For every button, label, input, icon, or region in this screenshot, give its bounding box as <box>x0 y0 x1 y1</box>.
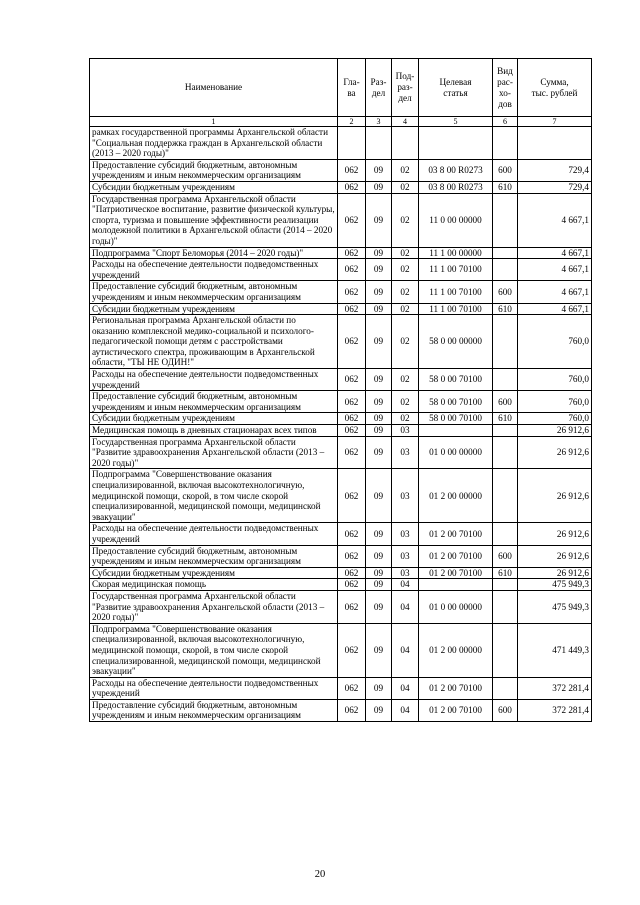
row-vid: 610 <box>493 567 518 579</box>
row-target: 01 2 00 00000 <box>419 469 493 523</box>
row-vid <box>493 315 518 369</box>
row-target <box>419 127 493 160</box>
column-number: 1 <box>90 117 338 127</box>
row-glava: 062 <box>338 281 366 303</box>
row-razdel: 09 <box>366 193 392 247</box>
row-sum: 729,4 <box>518 181 592 193</box>
column-number: 6 <box>493 117 518 127</box>
row-target: 11 1 00 70100 <box>419 303 493 315</box>
row-razdel: 09 <box>366 281 392 303</box>
row-sum: 26 912,6 <box>518 567 592 579</box>
row-glava: 062 <box>338 315 366 369</box>
row-podrazdel: 02 <box>392 193 419 247</box>
table-row <box>90 590 592 623</box>
row-vid: 610 <box>493 413 518 425</box>
table-row <box>90 425 592 437</box>
row-razdel: 09 <box>366 369 392 391</box>
row-sum: 26 912,6 <box>518 545 592 567</box>
row-podrazdel: 02 <box>392 159 419 181</box>
table-row <box>90 677 592 699</box>
row-razdel: 09 <box>366 315 392 369</box>
row-target: 03 8 00 R0273 <box>419 159 493 181</box>
row-podrazdel: 02 <box>392 391 419 413</box>
row-target: 01 2 00 70100 <box>419 699 493 721</box>
row-target: 01 0 00 00000 <box>419 590 493 623</box>
table-row <box>90 413 592 425</box>
row-razdel: 09 <box>366 259 392 281</box>
row-target: 01 2 00 70100 <box>419 545 493 567</box>
table-row <box>90 193 592 247</box>
row-vid <box>493 579 518 591</box>
row-sum: 729,4 <box>518 159 592 181</box>
row-name: Предоставление субсидий бюджетным, автономным учреждениям и иным некоммерческим организациям <box>90 281 338 303</box>
row-sum: 760,0 <box>518 315 592 369</box>
row-podrazdel: 04 <box>392 579 419 591</box>
row-name: Региональная программа Архангельской области по оказанию комплексной медико-социальной и психолого-педагогической помощи детям с расстройствами аутистического спектра, проживающим в Архангельской области, "ТЫ НЕ ОДИН!" <box>90 315 338 369</box>
row-glava: 062 <box>338 391 366 413</box>
table-row <box>90 391 592 413</box>
row-razdel: 09 <box>366 469 392 523</box>
row-podrazdel: 03 <box>392 523 419 545</box>
row-glava: 062 <box>338 579 366 591</box>
row-vid: 610 <box>493 181 518 193</box>
row-name: Субсидии бюджетным учреждениям <box>90 303 338 315</box>
table-row <box>90 247 592 259</box>
row-glava: 062 <box>338 259 366 281</box>
header-target: Целевая статья <box>419 59 493 117</box>
row-glava: 062 <box>338 159 366 181</box>
page-number: 20 <box>314 869 326 880</box>
row-podrazdel: 02 <box>392 247 419 259</box>
header-name: Наименование <box>90 59 338 117</box>
row-glava: 062 <box>338 247 366 259</box>
row-vid <box>493 590 518 623</box>
row-razdel: 09 <box>366 181 392 193</box>
row-podrazdel: 02 <box>392 369 419 391</box>
table-row <box>90 159 592 181</box>
row-razdel: 09 <box>366 579 392 591</box>
row-podrazdel: 04 <box>392 623 419 677</box>
row-glava: 062 <box>338 699 366 721</box>
row-glava: 062 <box>338 469 366 523</box>
row-name: Медицинская помощь в дневных стационарах всех типов <box>90 425 338 437</box>
row-glava: 062 <box>338 623 366 677</box>
row-vid <box>493 523 518 545</box>
table-row <box>90 436 592 469</box>
row-glava <box>338 127 366 160</box>
row-glava: 062 <box>338 590 366 623</box>
row-glava: 062 <box>338 413 366 425</box>
row-glava: 062 <box>338 425 366 437</box>
row-sum: 26 912,6 <box>518 436 592 469</box>
row-sum: 475 949,3 <box>518 590 592 623</box>
row-razdel: 09 <box>366 523 392 545</box>
row-sum: 471 449,3 <box>518 623 592 677</box>
row-target: 11 1 00 70100 <box>419 281 493 303</box>
row-vid <box>493 259 518 281</box>
table-row <box>90 545 592 567</box>
row-sum: 760,0 <box>518 369 592 391</box>
row-sum: 4 667,1 <box>518 259 592 281</box>
budget-table <box>89 58 592 722</box>
row-razdel: 09 <box>366 425 392 437</box>
row-razdel: 09 <box>366 247 392 259</box>
table-row <box>90 469 592 523</box>
row-razdel: 09 <box>366 303 392 315</box>
row-razdel: 09 <box>366 590 392 623</box>
row-podrazdel: 02 <box>392 315 419 369</box>
row-podrazdel: 03 <box>392 469 419 523</box>
row-target: 01 2 00 70100 <box>419 567 493 579</box>
row-razdel <box>366 127 392 160</box>
row-razdel: 09 <box>366 699 392 721</box>
column-number: 2 <box>338 117 366 127</box>
row-podrazdel: 02 <box>392 281 419 303</box>
row-glava: 062 <box>338 567 366 579</box>
row-name: Предоставление субсидий бюджетным, автономным учреждениям и иным некоммерческим организациям <box>90 699 338 721</box>
row-glava: 062 <box>338 181 366 193</box>
row-vid: 600 <box>493 391 518 413</box>
row-name: Предоставление субсидий бюджетным, автономным учреждениям и иным некоммерческим организациям <box>90 545 338 567</box>
column-numbers-row <box>90 117 592 127</box>
row-target <box>419 425 493 437</box>
row-glava: 062 <box>338 369 366 391</box>
row-sum: 4 667,1 <box>518 303 592 315</box>
row-podrazdel: 02 <box>392 303 419 315</box>
row-name: Субсидии бюджетным учреждениям <box>90 181 338 193</box>
row-target: 11 0 00 00000 <box>419 193 493 247</box>
row-razdel: 09 <box>366 159 392 181</box>
row-razdel: 09 <box>366 436 392 469</box>
row-vid <box>493 469 518 523</box>
row-name: Предоставление субсидий бюджетным, автономным учреждениям и иным некоммерческим организациям <box>90 159 338 181</box>
row-podrazdel: 04 <box>392 677 419 699</box>
row-podrazdel: 02 <box>392 413 419 425</box>
row-sum: 4 667,1 <box>518 281 592 303</box>
row-sum: 760,0 <box>518 391 592 413</box>
row-sum: 4 667,1 <box>518 247 592 259</box>
row-target: 01 0 00 00000 <box>419 436 493 469</box>
table-row <box>90 567 592 579</box>
header-vid: Вид рас- хо- дов <box>493 59 518 117</box>
table-header-row <box>90 59 592 117</box>
row-name: Скорая медицинская помощь <box>90 579 338 591</box>
row-target: 58 0 00 70100 <box>419 391 493 413</box>
row-target: 58 0 00 70100 <box>419 413 493 425</box>
row-vid: 600 <box>493 159 518 181</box>
row-name: Подпрограмма "Спорт Беломорья (2014 – 2020 годы)" <box>90 247 338 259</box>
table-row <box>90 181 592 193</box>
row-name: Расходы на обеспечение деятельности подведомственных учреждений <box>90 369 338 391</box>
row-vid: 600 <box>493 545 518 567</box>
row-glava: 062 <box>338 677 366 699</box>
row-name: Государственная программа Архангельской области "Развитие здравоохранения Архангельской области (2013 – 2020 годы)" <box>90 590 338 623</box>
row-name: Субсидии бюджетным учреждениям <box>90 567 338 579</box>
column-number: 3 <box>366 117 392 127</box>
row-target: 11 1 00 00000 <box>419 247 493 259</box>
row-sum: 26 912,6 <box>518 523 592 545</box>
table-row <box>90 281 592 303</box>
row-name: Государственная программа Архангельской области "Развитие здравоохранения Архангельской области (2013 – 2020 годы)" <box>90 436 338 469</box>
row-sum: 4 667,1 <box>518 193 592 247</box>
row-razdel: 09 <box>366 545 392 567</box>
table-row <box>90 303 592 315</box>
row-target: 58 0 00 70100 <box>419 369 493 391</box>
row-podrazdel: 04 <box>392 590 419 623</box>
table-row <box>90 315 592 369</box>
row-sum: 760,0 <box>518 413 592 425</box>
row-target: 01 2 00 00000 <box>419 623 493 677</box>
row-vid: 600 <box>493 281 518 303</box>
table-row <box>90 523 592 545</box>
row-sum <box>518 127 592 160</box>
row-glava: 062 <box>338 193 366 247</box>
row-podrazdel: 03 <box>392 545 419 567</box>
row-podrazdel <box>392 127 419 160</box>
table-row <box>90 259 592 281</box>
row-razdel: 09 <box>366 567 392 579</box>
row-target: 03 8 00 R0273 <box>419 181 493 193</box>
row-glava: 062 <box>338 436 366 469</box>
row-glava: 062 <box>338 545 366 567</box>
row-razdel: 09 <box>366 677 392 699</box>
column-number: 5 <box>419 117 493 127</box>
row-name: Субсидии бюджетным учреждениям <box>90 413 338 425</box>
row-vid <box>493 127 518 160</box>
row-name: рамках государственной программы Архангельской области "Социальная поддержка граждан в Архангельской области (2013 – 2020 годы)" <box>90 127 338 160</box>
row-target: 01 2 00 70100 <box>419 677 493 699</box>
table-row <box>90 623 592 677</box>
header-glava: Гла- ва <box>338 59 366 117</box>
row-vid <box>493 193 518 247</box>
row-name: Подпрограмма "Совершенствование оказания специализированной, включая высокотехнологичную, медицинской помощи, скорой, в том числе скорой специализированной, медицинской помощи, медицинской эвакуации" <box>90 469 338 523</box>
row-vid <box>493 247 518 259</box>
column-number: 7 <box>518 117 592 127</box>
row-sum: 372 281,4 <box>518 699 592 721</box>
row-target: 01 2 00 70100 <box>419 523 493 545</box>
row-name: Подпрограмма "Совершенствование оказания специализированной, включая высокотехнологичную, медицинской помощи, скорой, в том числе скорой специализированной, медицинской помощи, медицинской эвакуации" <box>90 623 338 677</box>
row-podrazdel: 02 <box>392 259 419 281</box>
row-razdel: 09 <box>366 391 392 413</box>
row-target: 58 0 00 00000 <box>419 315 493 369</box>
header-razdel: Раз- дел <box>366 59 392 117</box>
row-sum: 372 281,4 <box>518 677 592 699</box>
row-podrazdel: 03 <box>392 436 419 469</box>
column-number: 4 <box>392 117 419 127</box>
row-sum: 26 912,6 <box>518 425 592 437</box>
header-sum: Сумма, тыс. рублей <box>518 59 592 117</box>
row-podrazdel: 04 <box>392 699 419 721</box>
row-vid: 610 <box>493 303 518 315</box>
row-name: Расходы на обеспечение деятельности подведомственных учреждений <box>90 259 338 281</box>
row-target <box>419 579 493 591</box>
row-name: Государственная программа Архангельской области "Патриотическое воспитание, развитие физической культуры, спорта, туризма и повышение эффективности реализации молодежной политики в Архангельской области (2014 – 2020 годы)" <box>90 193 338 247</box>
row-vid: 600 <box>493 699 518 721</box>
row-vid <box>493 623 518 677</box>
row-podrazdel: 02 <box>392 181 419 193</box>
table-row <box>90 369 592 391</box>
row-razdel: 09 <box>366 413 392 425</box>
row-vid <box>493 369 518 391</box>
row-razdel: 09 <box>366 623 392 677</box>
row-podrazdel: 03 <box>392 425 419 437</box>
row-glava: 062 <box>338 303 366 315</box>
row-sum: 26 912,6 <box>518 469 592 523</box>
row-sum: 475 949,3 <box>518 579 592 591</box>
row-name: Расходы на обеспечение деятельности подведомственных учреждений <box>90 677 338 699</box>
table-row <box>90 699 592 721</box>
row-podrazdel: 03 <box>392 567 419 579</box>
row-name: Расходы на обеспечение деятельности подведомственных учреждений <box>90 523 338 545</box>
row-vid <box>493 436 518 469</box>
row-glava: 062 <box>338 523 366 545</box>
row-name: Предоставление субсидий бюджетным, автономным учреждениям и иным некоммерческим организациям <box>90 391 338 413</box>
row-target: 11 1 00 70100 <box>419 259 493 281</box>
header-podrazdel: Под- раз- дел <box>392 59 419 117</box>
table-row <box>90 579 592 591</box>
table-body <box>90 127 592 722</box>
row-vid <box>493 425 518 437</box>
table-row <box>90 127 592 160</box>
row-vid <box>493 677 518 699</box>
